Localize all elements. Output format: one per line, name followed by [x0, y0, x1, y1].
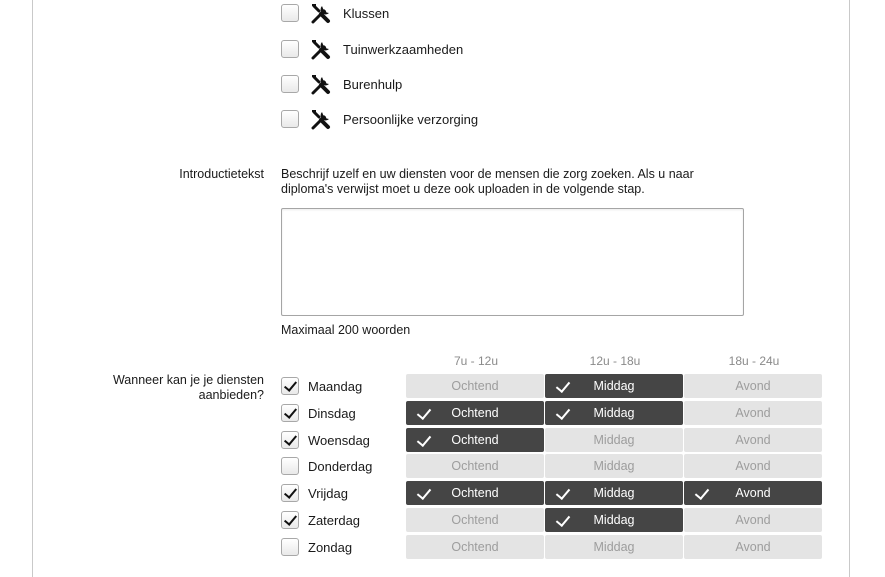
- service-checkbox[interactable]: [281, 4, 299, 22]
- intro-help-text: Beschrijf uzelf en uw diensten voor de mensen die zorg zoeken. Als u naar diploma's verwijst moet u deze ook uploaden in de volgende stap.: [281, 167, 694, 196]
- day-row: [281, 454, 815, 478]
- check-icon: [556, 512, 570, 527]
- time-slot-toggle[interactable]: [545, 454, 683, 478]
- time-slot-toggle[interactable]: [684, 481, 822, 505]
- time-slot-toggle[interactable]: [406, 374, 544, 398]
- slot-label: Avond: [735, 513, 771, 527]
- column-header-morning: 7u - 12u: [453, 354, 499, 368]
- tools-icon: [309, 108, 333, 132]
- check-icon: [417, 432, 431, 447]
- day-label: Zaterdag: [308, 513, 361, 528]
- slot-label: Middag: [593, 433, 635, 447]
- day-row: [281, 481, 815, 505]
- day-row: [281, 535, 815, 559]
- slot-label: Ochtend: [451, 540, 499, 554]
- time-slot-toggle[interactable]: [545, 374, 683, 398]
- time-slot-toggle[interactable]: [545, 535, 683, 559]
- day-row: [281, 428, 815, 452]
- time-slot-toggle[interactable]: [684, 508, 822, 532]
- service-label: Tuinwerkzaamheden: [343, 42, 464, 57]
- time-slot-toggle[interactable]: [684, 535, 822, 559]
- column-header-afternoon: 12u - 18u: [589, 354, 641, 368]
- day-checkbox[interactable]: [281, 404, 299, 422]
- day-checkbox[interactable]: [281, 431, 299, 449]
- time-slot-toggle[interactable]: [406, 428, 544, 452]
- slot-label: Middag: [593, 540, 635, 554]
- check-icon: [417, 485, 431, 500]
- check-icon: [695, 485, 709, 500]
- service-checkbox[interactable]: [281, 110, 299, 128]
- service-label: Burenhulp: [343, 77, 403, 92]
- time-slot-toggle[interactable]: [684, 401, 822, 425]
- time-slot-toggle[interactable]: [684, 454, 822, 478]
- max-words-note: Maximaal 200 woorden: [281, 323, 411, 337]
- slot-label: Avond: [735, 486, 771, 500]
- time-slot-toggle[interactable]: [545, 428, 683, 452]
- day-checkbox[interactable]: [281, 484, 299, 502]
- day-label: Dinsdag: [308, 406, 356, 421]
- slot-label: Middag: [593, 459, 635, 473]
- slot-label: Avond: [735, 540, 771, 554]
- day-label: Vrijdag: [308, 486, 348, 501]
- intro-label: Introductietekst: [179, 167, 264, 181]
- time-slot-toggle[interactable]: [406, 401, 544, 425]
- time-slot-toggle[interactable]: [684, 428, 822, 452]
- slot-label: Middag: [593, 486, 635, 500]
- slot-label: Ochtend: [451, 406, 499, 420]
- day-label: Zondag: [308, 540, 353, 555]
- day-row: [281, 401, 815, 425]
- slot-label: Ochtend: [451, 379, 499, 393]
- slot-label: Ochtend: [451, 486, 499, 500]
- time-slot-toggle[interactable]: [406, 535, 544, 559]
- day-label: Woensdag: [308, 433, 370, 448]
- slot-label: Ochtend: [451, 513, 499, 527]
- time-slot-toggle[interactable]: [406, 481, 544, 505]
- time-slot-toggle[interactable]: [545, 401, 683, 425]
- availability-label: Wanneer kan je je diensten aanbieden?: [112, 373, 264, 402]
- service-label: Klussen: [343, 6, 390, 21]
- day-checkbox[interactable]: [281, 377, 299, 395]
- check-icon: [556, 485, 570, 500]
- slot-label: Middag: [593, 406, 635, 420]
- day-checkbox[interactable]: [281, 511, 299, 529]
- tools-icon: [309, 73, 333, 97]
- slot-label: Middag: [593, 513, 635, 527]
- day-row: [281, 374, 815, 398]
- day-row: [281, 508, 815, 532]
- time-slot-toggle[interactable]: [545, 481, 683, 505]
- slot-label: Ochtend: [451, 459, 499, 473]
- day-label: Maandag: [308, 379, 363, 394]
- service-checkbox[interactable]: [281, 75, 299, 93]
- day-checkbox[interactable]: [281, 538, 299, 556]
- slot-label: Avond: [735, 379, 771, 393]
- slot-label: Ochtend: [451, 433, 499, 447]
- time-slot-toggle[interactable]: [545, 508, 683, 532]
- slot-label: Avond: [735, 406, 771, 420]
- column-header-evening: 18u - 24u: [728, 354, 780, 368]
- time-slot-toggle[interactable]: [684, 374, 822, 398]
- slot-label: Avond: [735, 459, 771, 473]
- slot-label: Middag: [593, 379, 635, 393]
- tools-icon: [309, 38, 333, 62]
- intro-textarea[interactable]: [281, 208, 744, 316]
- day-label: Donderdag: [308, 459, 373, 474]
- tools-icon: [309, 2, 333, 26]
- service-label: Persoonlijke verzorging: [343, 112, 479, 127]
- time-slot-toggle[interactable]: [406, 454, 544, 478]
- check-icon: [417, 405, 431, 420]
- check-icon: [556, 405, 570, 420]
- service-checkbox[interactable]: [281, 40, 299, 58]
- day-checkbox[interactable]: [281, 457, 299, 475]
- time-slot-toggle[interactable]: [406, 508, 544, 532]
- slot-label: Avond: [735, 433, 771, 447]
- check-icon: [556, 378, 570, 393]
